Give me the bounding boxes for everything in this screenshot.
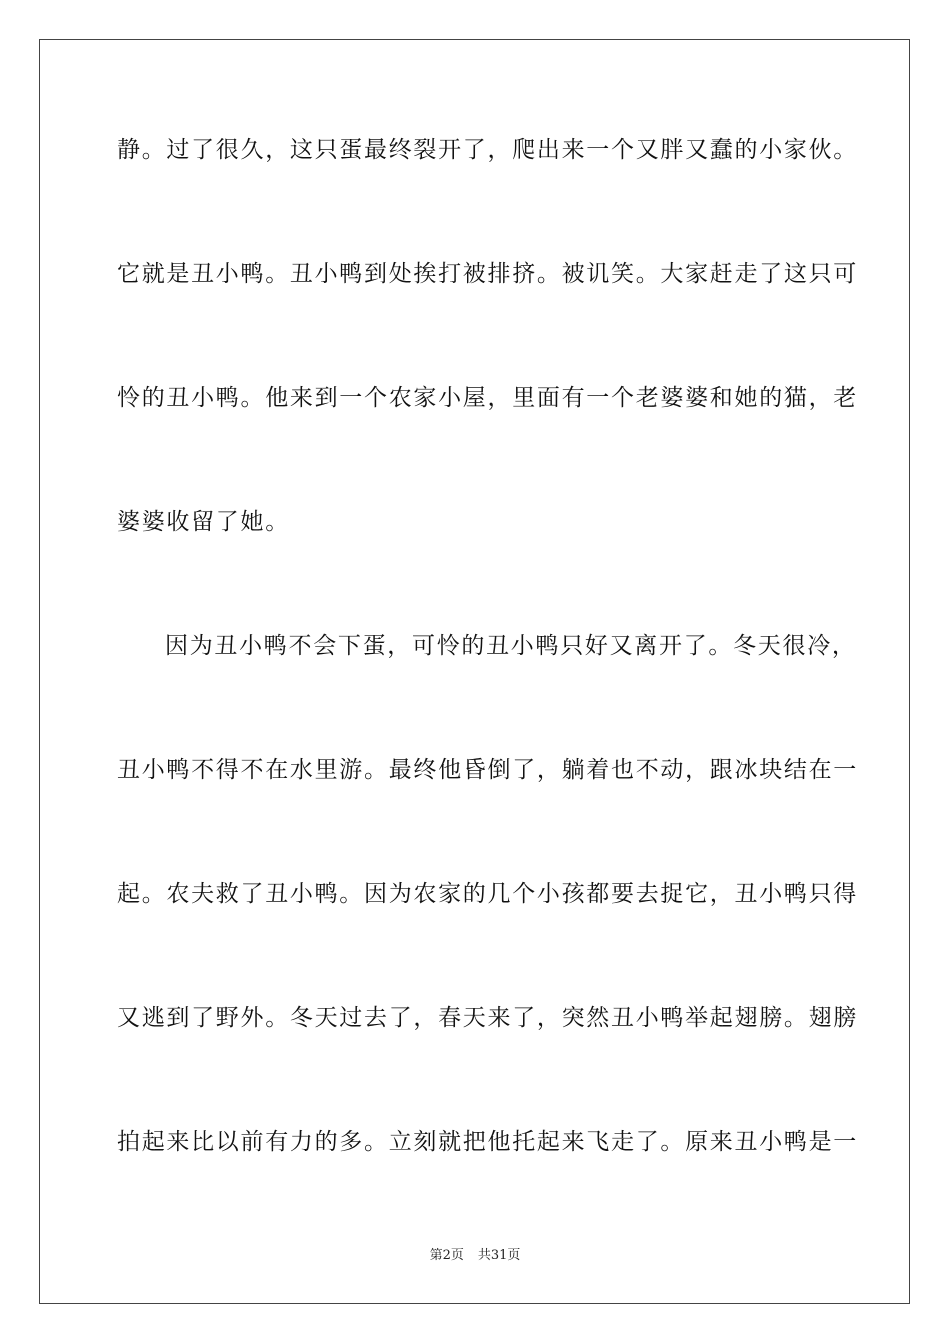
text-line-4: 婆婆收留了她。 — [117, 509, 290, 535]
text-line-6: 丑小鸭不得不在水里游。最终他昏倒了，躺着也不动，跟冰块结在一 — [117, 757, 858, 783]
text-line-9: 拍起来比以前有力的多。立刻就把他托起来飞走了。原来丑小鸭是一 — [117, 1129, 858, 1155]
text-line-7: 起。农夫救了丑小鸭。因为农家的几个小孩都要去捉它，丑小鸭只得 — [117, 881, 858, 907]
page-border — [39, 39, 910, 1304]
text-line-8: 又逃到了野外。冬天过去了，春天来了，突然丑小鸭举起翅膀。翅膀 — [117, 1005, 858, 1031]
page-number: 第2页 — [429, 1248, 464, 1263]
page-footer — [0, 1247, 950, 1265]
total-pages: 共31页 — [477, 1248, 521, 1263]
text-line-2: 它就是丑小鸭。丑小鸭到处挨打被排挤。被讥笑。大家赶走了这只可 — [117, 261, 858, 287]
text-line-3: 怜的丑小鸭。他来到一个农家小屋，里面有一个老婆婆和她的猫，老 — [117, 385, 858, 411]
text-line-5-paragraph-start: 因为丑小鸭不会下蛋，可怜的丑小鸭只好又离开了。冬天很冷， — [165, 633, 857, 659]
text-line-1: 静。过了很久，这只蛋最终裂开了，爬出来一个又胖又蠢的小家伙。 — [117, 137, 858, 163]
